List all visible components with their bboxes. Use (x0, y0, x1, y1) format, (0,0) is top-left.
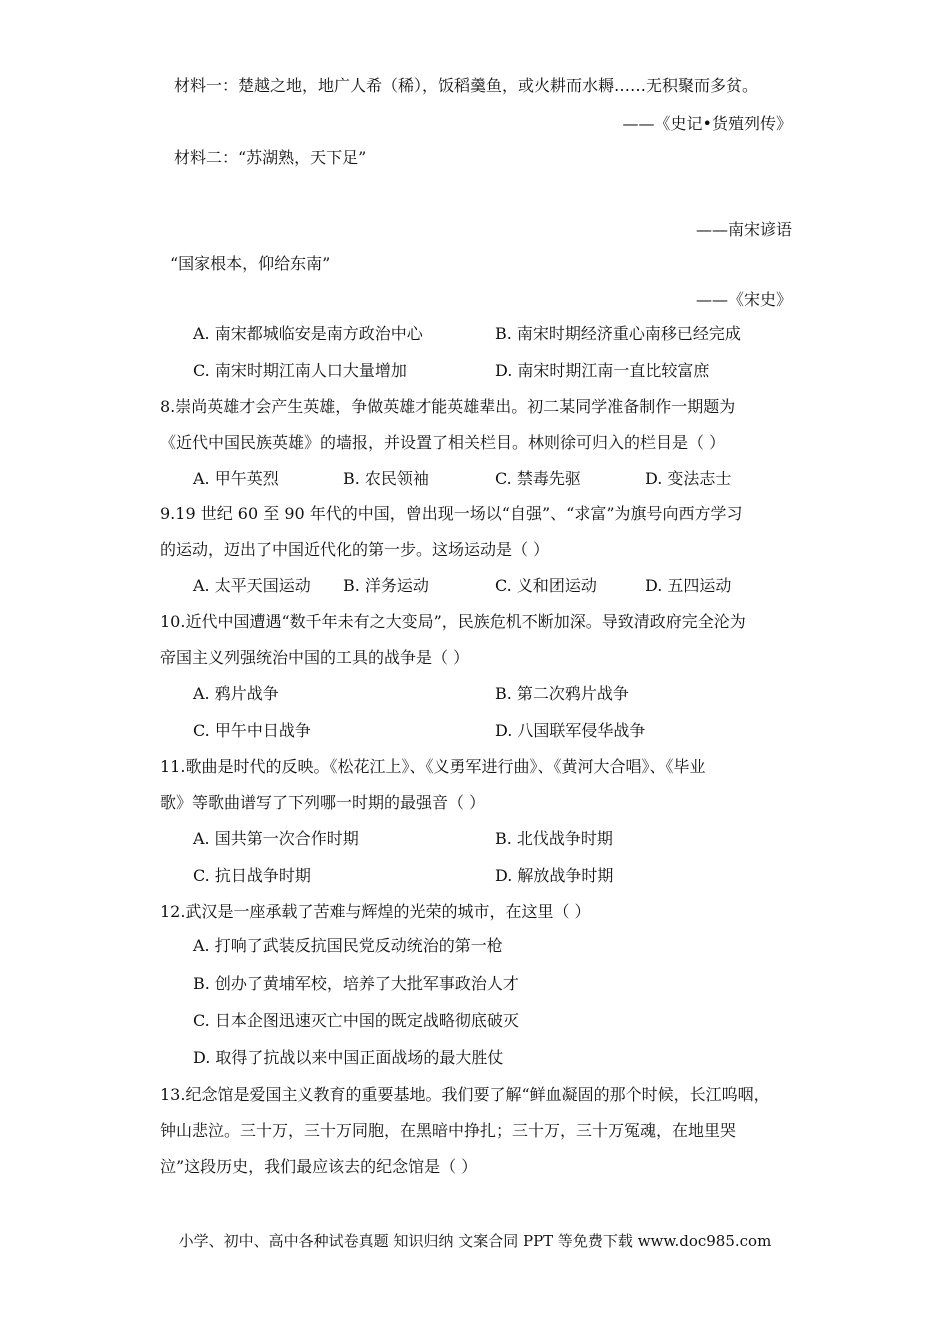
q8-option-a: A. 甲午英烈 (193, 469, 279, 488)
q13-line3: 泣”这段历史，我们最应该去的纪念馆是（ ） (160, 1157, 478, 1176)
material2-text: 材料二：“苏湖熟，天下足” (174, 148, 367, 167)
material1-text: 材料一：楚越之地，地广人希（稀），饭稻羹鱼，或火耕而水耨……无积聚而多贫。 (174, 76, 759, 95)
q7-option-c: C. 南宋时期江南人口大量增加 (193, 361, 407, 380)
q12-option-c: C. 日本企图迅速灭亡中国的既定战略彻底破灭 (193, 1011, 519, 1030)
q10-option-b: B. 第二次鸦片战争 (495, 684, 629, 703)
q9-option-d: D. 五四运动 (645, 576, 732, 595)
q8-line1: 8.崇尚英雄才会产生英雄，争做英雄才能英雄辈出。初二某同学准备制作一期题为 (160, 397, 736, 416)
q9-option-c: C. 义和团运动 (495, 576, 597, 595)
q9-line1: 9.19 世纪 60 至 90 年代的中国，曾出现一场以“自强”、“求富”为旗号向西方学习 (160, 504, 743, 523)
q10-option-c: C. 甲午中日战争 (193, 721, 311, 740)
q12-option-d: D. 取得了抗战以来中国正面战场的最大胜仗 (193, 1048, 504, 1067)
q7-option-d: D. 南宋时期江南一直比较富庶 (495, 361, 710, 380)
footer-watermark: 小学、初中、高中各种试卷真题 知识归纳 文案合同 PPT 等免费下载 www.doc985.com (178, 1232, 772, 1250)
q11-option-b: B. 北伐战争时期 (495, 829, 613, 848)
q12-line1: 12.武汉是一座承载了苦难与辉煌的光荣的城市，在这里（ ） (160, 902, 591, 921)
q9-option-a: A. 太平天国运动 (193, 576, 311, 595)
q11-option-a: A. 国共第一次合作时期 (193, 829, 359, 848)
q11-option-d: D. 解放战争时期 (495, 866, 614, 885)
q9-option-b: B. 洋务运动 (343, 576, 429, 595)
q7-option-b: B. 南宋时期经济重心南移已经完成 (495, 324, 741, 343)
q11-line1: 11.歌曲是时代的反映。《松花江上》、《义勇军进行曲》、《黄河大合唱》、《毕业 (160, 757, 706, 776)
material2-quote2: “国家根本，仰给东南” (170, 254, 331, 273)
q11-line2: 歌》等歌曲谱写了下列哪一时期的最强音（ ） (160, 793, 486, 812)
q10-option-a: A. 鸦片战争 (193, 684, 279, 703)
q8-option-d: D. 变法志士 (645, 469, 732, 488)
q13-line1: 13.纪念馆是爱国主义教育的重要基地。我们要了解“鲜血凝固的那个时候，长江呜咽， (160, 1085, 770, 1104)
q13-line2: 钟山悲泣。三十万，三十万同胞，在黑暗中挣扎；三十万，三十万冤魂，在地里哭 (160, 1121, 737, 1140)
q12-option-a: A. 打响了武装反抗国民党反动统治的第一枪 (193, 936, 503, 955)
q8-option-c: C. 禁毒先驱 (495, 469, 581, 488)
q8-option-b: B. 农民领袖 (343, 469, 429, 488)
q10-line1: 10.近代中国遭遇“数千年未有之大变局”，民族危机不断加深。导致清政府完全沦为 (160, 612, 746, 631)
q10-option-d: D. 八国联军侵华战争 (495, 721, 646, 740)
q7-option-a: A. 南宋都城临安是南方政治中心 (193, 324, 423, 343)
q10-line2: 帝国主义列强统治中国的工具的战争是（ ） (160, 648, 470, 667)
material1-source: ——《史记•货殖列传》 (622, 114, 792, 133)
q11-option-c: C. 抗日战争时期 (193, 866, 311, 885)
q12-option-b: B. 创办了黄埔军校，培养了大批军事政治人才 (193, 974, 519, 993)
material2-source: ——南宋谚语 (695, 220, 792, 239)
q8-line2: 《近代中国民族英雄》的墙报，并设置了相关栏目。林则徐可归入的栏目是（ ） (160, 433, 726, 452)
q9-line2: 的运动，迈出了中国近代化的第一步。这场运动是（ ） (160, 540, 550, 559)
material2-quote2-source: ——《宋史》 (695, 290, 792, 309)
